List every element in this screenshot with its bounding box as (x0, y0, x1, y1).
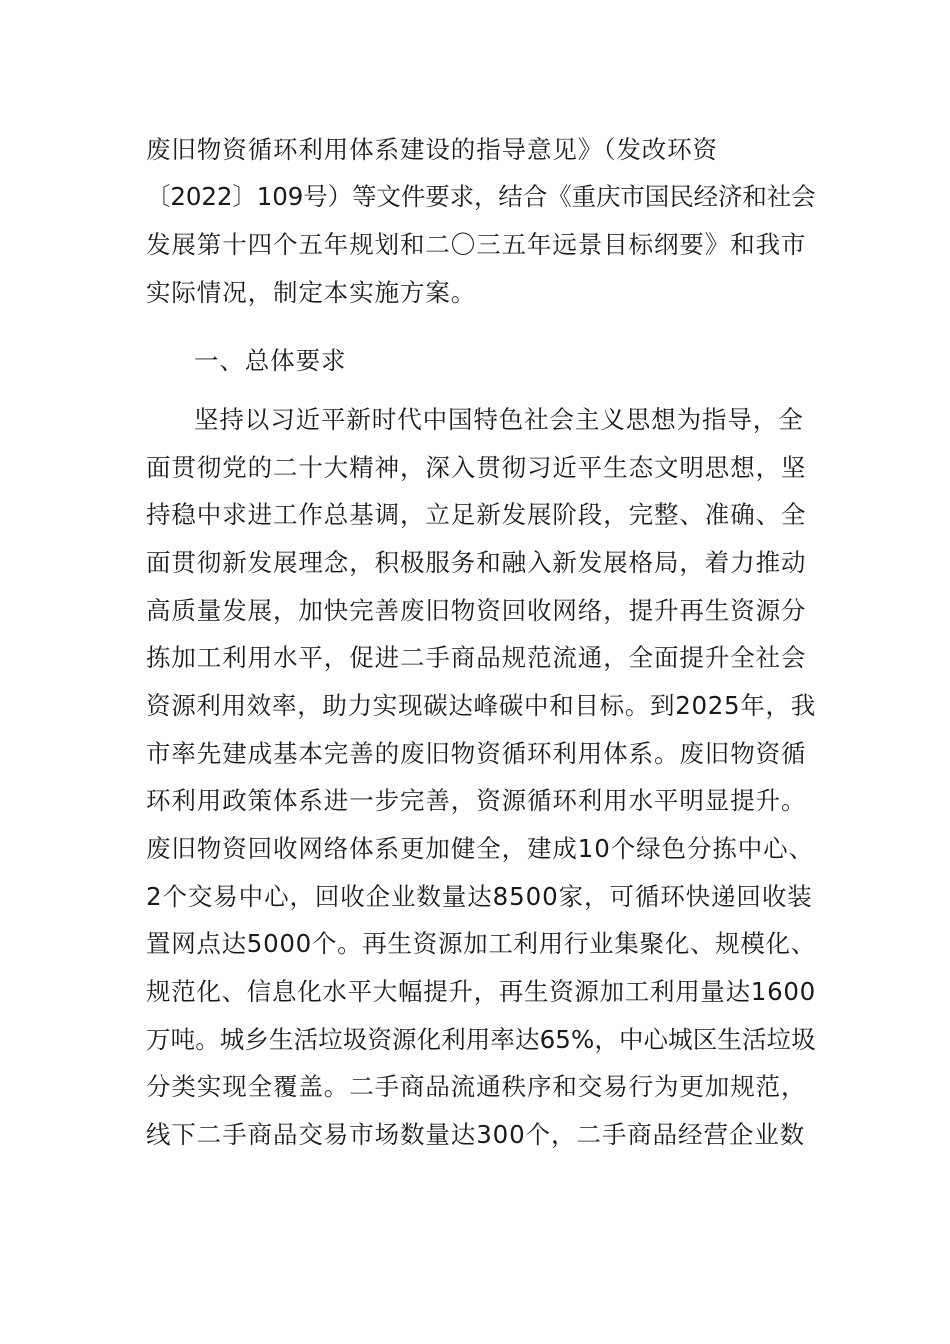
body-line-14: 万吨。城乡生活垃圾资源化利用率达65%，中心城区生活垃圾 (146, 1025, 816, 1054)
body-line-8: 市率先建成基本完善的废旧物资循环利用体系。废旧物资循 (146, 739, 807, 768)
body-line-12: 置网点达5000个。再生资源加工利用行业集聚化、规模化、 (146, 929, 816, 958)
intro-line-1: 废旧物资循环利用体系建设的指导意见》（发改环资 (146, 135, 718, 164)
body-line-5: 高质量发展，加快完善废旧物资回收网络，提升再生资源分 (146, 596, 807, 625)
intro-line-2: 〔2022〕109号）等文件要求，结合《重庆市国民经济和社会 (146, 182, 816, 211)
section-heading: 一、总体要求 (194, 346, 347, 375)
body-line-13: 规范化、信息化水平大幅提升，再生资源加工利用量达1600 (146, 977, 816, 1006)
body-line-3: 持稳中求进工作总基调，立足新发展阶段，完整、准确、全 (146, 500, 807, 529)
body-line-4: 面贯彻新发展理念，积极服务和融入新发展格局，着力推动 (146, 548, 807, 577)
body-line-6: 拣加工利用水平，促进二手商品规范流通，全面提升全社会 (146, 643, 807, 672)
body-line-11: 2个交易中心，回收企业数量达8500家，可循环快递回收装 (146, 882, 813, 911)
intro-line-4: 实际情况，制定本实施方案。 (146, 278, 477, 307)
body-line-9: 环利用政策体系进一步完善，资源循环利用水平明显提升。 (146, 786, 807, 815)
body-line-16: 线下二手商品交易市场数量达300个，二手商品经营企业数 (146, 1120, 806, 1149)
body-line-1: 坚持以习近平新时代中国特色社会主义思想为指导，全 (194, 405, 804, 434)
intro-line-3: 发展第十四个五年规划和二〇三五年远景目标纲要》和我市 (146, 230, 807, 259)
body-line-10: 废旧物资回收网络体系更加健全，建成10个绿色分拣中心、 (146, 834, 814, 863)
body-line-2: 面贯彻党的二十大精神，深入贯彻习近平生态文明思想，坚 (146, 453, 807, 482)
body-line-15: 分类实现全覆盖。二手商品流通秩序和交易行为更加规范， (146, 1072, 807, 1101)
body-line-7: 资源利用效率，助力实现碳达峰碳中和目标。到2025年，我 (146, 691, 816, 720)
